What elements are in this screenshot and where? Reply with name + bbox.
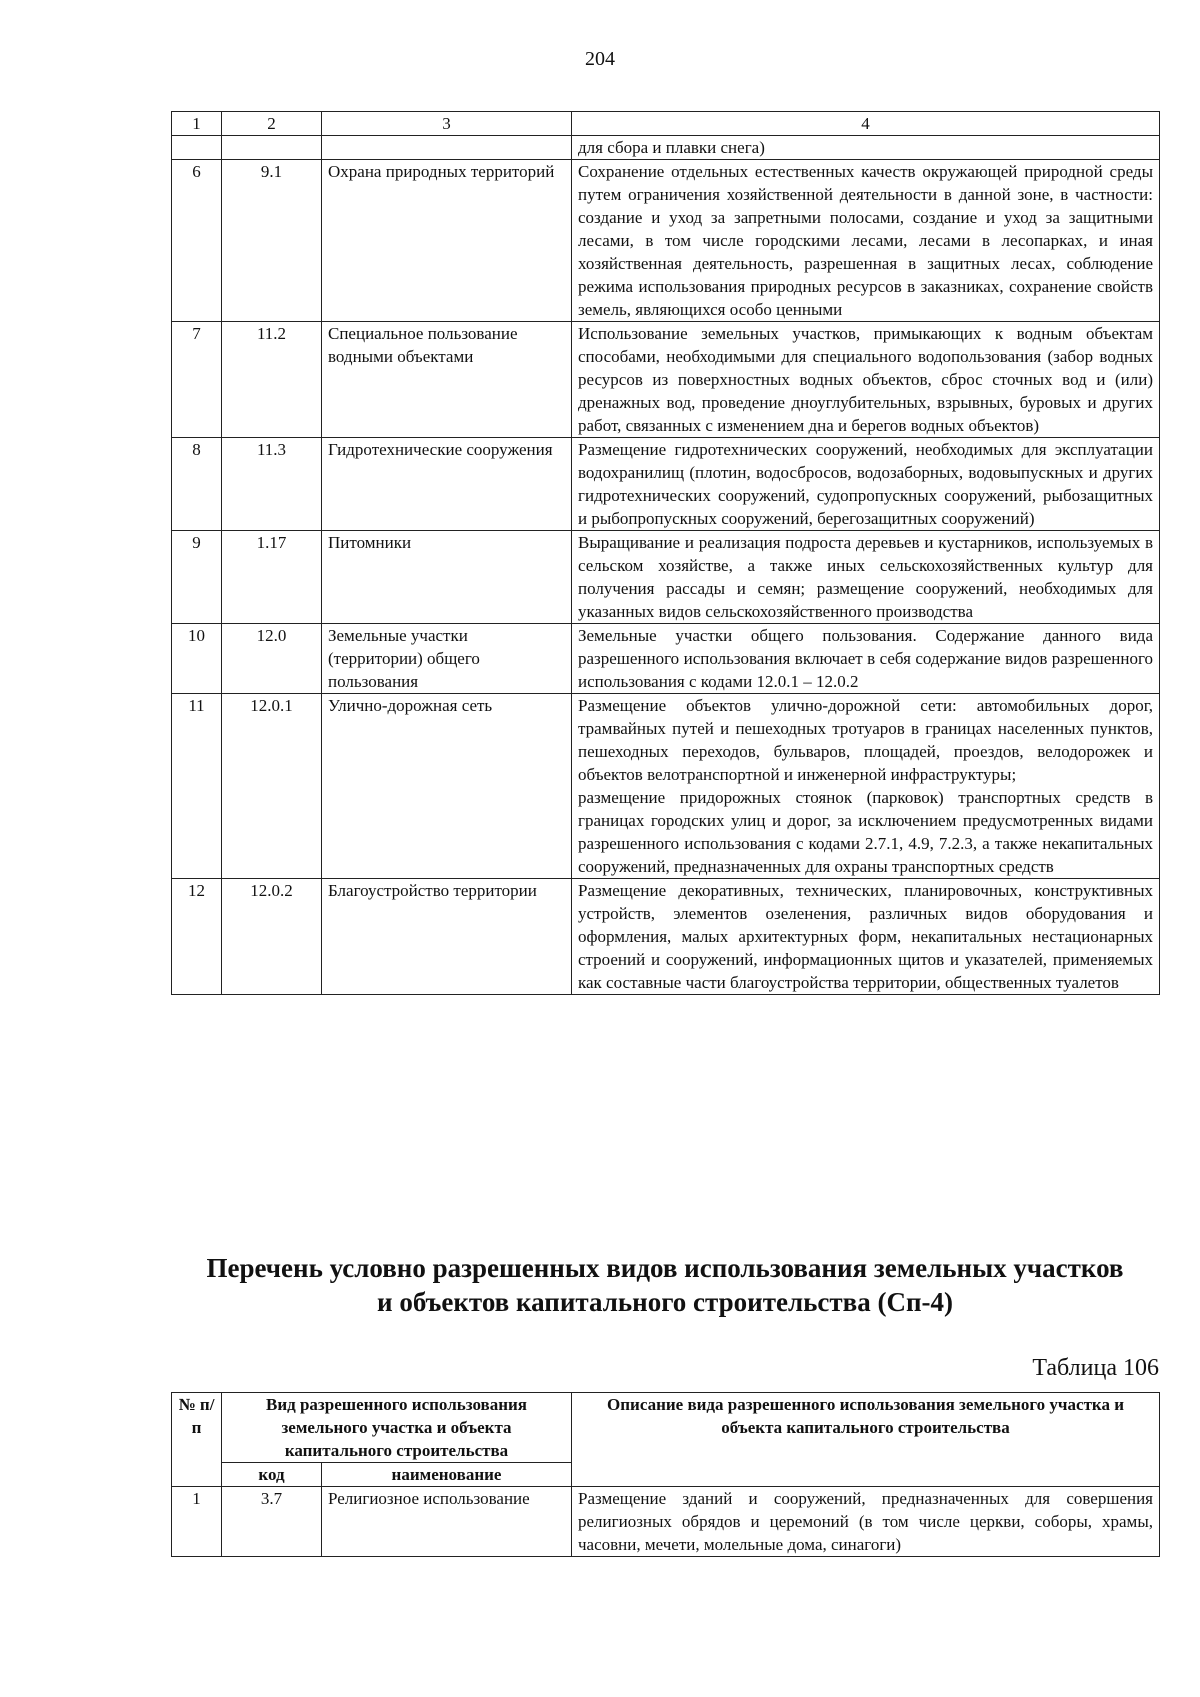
table-row xyxy=(172,1487,1160,1557)
row-description: Выращивание и реализация подроста деревьев и кустарников, используемых в сельском хозяйстве, а также иных сельскохозяйственных культур для получения рассады и семян; размещение сооружений, необходимых для указанных видов сельскохозяйственного производства xyxy=(572,531,1160,624)
header-description: Описание вида разрешенного использования земельного участка и объекта капитального строительства xyxy=(572,1393,1160,1487)
continuation-row xyxy=(172,136,1160,160)
row-name: Охрана природных территорий xyxy=(322,160,572,322)
section-title-line-2: и объектов капитального строительства (Сп-4) xyxy=(377,1287,953,1317)
table-header-row xyxy=(172,112,1160,136)
row-code: 11.3 xyxy=(222,438,322,531)
table-row xyxy=(172,531,1160,624)
row-name: Питомники xyxy=(322,531,572,624)
row-name: Земельные участки (территории) общего пользования xyxy=(322,624,572,694)
row-description-part-1: Размещение объектов улично-дорожной сети: автомобильных дорог, трамвайных путей и пешеходных тротуаров в границах населенных пунктов, пешеходных переходов, бульваров, площадей, проездов, велодорожек и объектов велотранспортной и инженерной инфраструктуры; xyxy=(578,696,1153,784)
row-name: Гидротехнические сооружения xyxy=(322,438,572,531)
header-code: код xyxy=(222,1463,322,1487)
table-row xyxy=(172,624,1160,694)
row-description: Размещение зданий и сооружений, предназначенных для совершения религиозных обрядов и церемоний (в том числе церкви, соборы, храмы, часовни, мечети, молельные дома, синагоги) xyxy=(572,1487,1160,1557)
row-code: 12.0.2 xyxy=(222,879,322,995)
row-description: Сохранение отдельных естественных качеств окружающей природной среды путем ограничения хозяйственной деятельности в данной зоне, в частности: создание и уход за запретными полосами, создание и уход за защитными лесами, в том числе городскими лесами, лесами в лесопарках, и иная хозяйственная деятельность, разрешенная в защитных лесах, соблюдение режима использования природных ресурсов в заказниках, сохранение свойств земель, являющихся особо ценными xyxy=(572,160,1160,322)
table-caption: Таблица 106 xyxy=(1032,1355,1159,1381)
row-number: 7 xyxy=(172,322,222,438)
table-row xyxy=(172,322,1160,438)
row-description-part-2: размещение придорожных стоянок (парковок) транспортных средств в границах городских улиц и дорог, за исключением предусмотренных видами разрешенного использования с кодами 2.7.1, 4.9, 7.2.3, а также некапитальных сооружений, предназначенных для охраны транспортных средств xyxy=(578,788,1153,876)
column-number-1: 1 xyxy=(172,112,222,136)
row-code: 1.17 xyxy=(222,531,322,624)
row-code: 9.1 xyxy=(222,160,322,322)
table-row xyxy=(172,438,1160,531)
row-description: Использование земельных участков, примыкающих к водным объектам способами, необходимыми для специального водопользования (забор водных ресурсов из поверхностных водных объектов, сброс сточных вод и (или) дренажных вод, проведение дноуглубительных, взрывных, буровых и других работ, связанных с изменением дна и берегов водных объектов) xyxy=(572,322,1160,438)
section-title xyxy=(160,1251,1170,1319)
row-number: 11 xyxy=(172,694,222,879)
row-description: Земельные участки общего пользования. Содержание данного вида разрешенного использования включает в себя содержание видов разрешенного использования с кодами 12.0.1 – 12.0.2 xyxy=(572,624,1160,694)
header-number: № п/п xyxy=(172,1393,222,1487)
table-header-row xyxy=(172,1393,1160,1463)
table-row xyxy=(172,160,1160,322)
column-number-3: 3 xyxy=(322,112,572,136)
row-number: 12 xyxy=(172,879,222,995)
row-description xyxy=(572,694,1160,879)
column-number-4: 4 xyxy=(572,112,1160,136)
row-number: 10 xyxy=(172,624,222,694)
table-row xyxy=(172,694,1160,879)
header-name: наименование xyxy=(322,1463,572,1487)
row-number: 6 xyxy=(172,160,222,322)
row-number: 8 xyxy=(172,438,222,531)
row-number: 1 xyxy=(172,1487,222,1557)
page-number: 204 xyxy=(585,48,615,70)
header-use-type: Вид разрешенного использования земельного участка и объекта капитального строительства xyxy=(222,1393,572,1463)
row-name: Религиозное использование xyxy=(322,1487,572,1557)
row-code: 3.7 xyxy=(222,1487,322,1557)
row-code: 11.2 xyxy=(222,322,322,438)
table-row xyxy=(172,879,1160,995)
column-number-2: 2 xyxy=(222,112,322,136)
row-code: 12.0.1 xyxy=(222,694,322,879)
section-title-line-1: Перечень условно разрешенных видов использования земельных участков xyxy=(206,1253,1124,1283)
continuation-text: для сбора и плавки снега) xyxy=(572,136,1160,160)
row-code: 12.0 xyxy=(222,624,322,694)
land-use-table-continued xyxy=(171,111,1160,995)
row-description: Размещение декоративных, технических, планировочных, конструктивных устройств, элементов озеленения, различных видов оборудования и оформления, малых архитектурных форм, некапитальных нестационарных строений и сооружений, информационных щитов и указателей, применяемых как составные части благоустройства территории, общественных туалетов xyxy=(572,879,1160,995)
row-description: Размещение гидротехнических сооружений, необходимых для эксплуатации водохранилищ (плотин, водосбросов, водозаборных, водовыпускных и других гидротехнических сооружений, судопропускных сооружений, рыбозащитных и рыбопропускных сооружений, берегозащитных сооружений) xyxy=(572,438,1160,531)
row-name: Специальное пользование водными объектами xyxy=(322,322,572,438)
row-number: 9 xyxy=(172,531,222,624)
conditional-use-table xyxy=(171,1392,1160,1557)
row-name: Благоустройство территории xyxy=(322,879,572,995)
row-name: Улично-дорожная сеть xyxy=(322,694,572,879)
